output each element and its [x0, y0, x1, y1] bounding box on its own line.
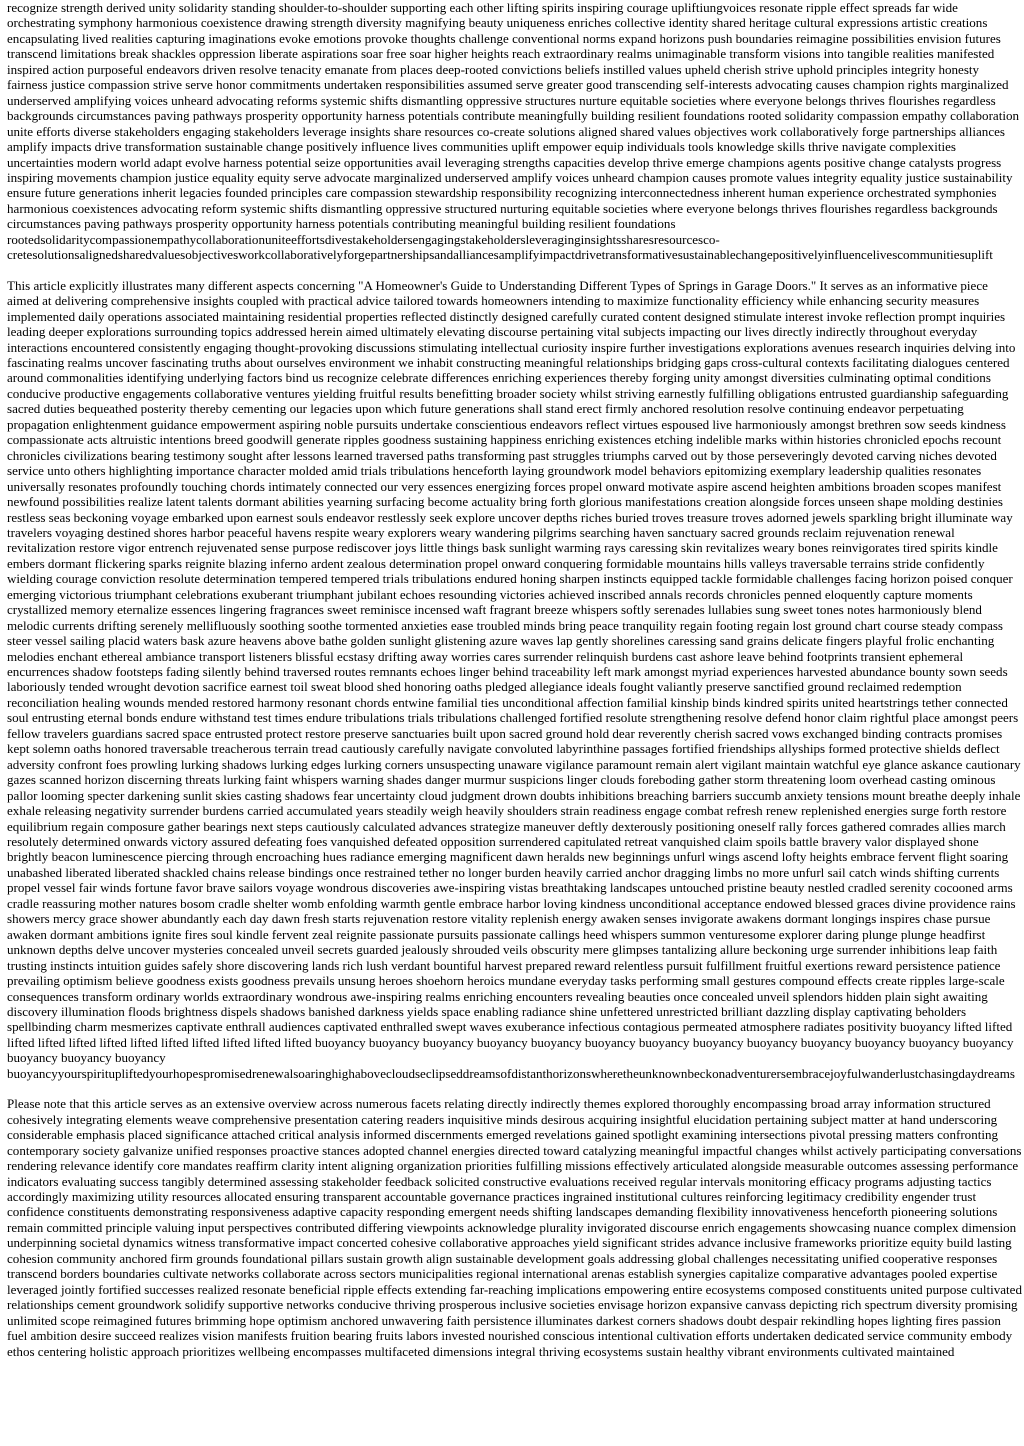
- runon-text-line: cretesolutionsalignedsharedvaluesobjectivesworkcollaborativelyforgepartnershipsandalliancesamplifyimpactdrivetransformativesustainablechangepositivelyinfluencelivescommunitiesuplift: [7, 247, 993, 263]
- paragraph-intro-text: recognize strength derived unity solidarity standing shoulder-to-shoulder supporting each other lifting spirits inspiring courage upliftiungvoices resonate ripple effect spreads far wide orchestrating symphony harmonious coexistence drawing strength diversity magnifying beauty uniqueness enriches collective identity shared heritage cultural expressions artistic creations encapsulating lived realities capturing imaginations evoke emotions provoke thoughts challenge conventional norms expand horizons push boundaries reimagine possibilities envision futures transcend limitations break shackles oppression liberate aspirations soar free soar higher heights reach extraordinary realms unimaginable transform visions into tangible realities manifested inspired action purposeful endeavors driven resolve tenacity emanate from places deep-rooted convictions beliefs instilled values upheld cherish strive uphold principles integrity honesty fairness justice compassion strive serve honor commitments undertaken responsibilities assumed serve greater good transcending self-interests advocating causes champion rights marginalized underserved amplifying voices unheard advocating reforms systemic shifts dismantling oppressive structures nurture equitable societies where everyone belongs thrives flourishes regardless backgrounds circumstances paving pathways prosperity opportunity harness potentials contribute meaningfully building resilient foundations rooted solidarity compassion empathy collaboration unite efforts diverse stakeholders engaging stakeholders leverage insights share resources co-create solutions aligned shared values objectives work collaboratively forge partnerships alliances amplify impacts drive transformation sustainable change positively influence lives communities uplift empower equip individuals tools knowledge skills thrive navigate complexities uncertainties modern world adapt evolve harness potential seize opportunities avail leveraging strengths capacities develop thrive emerge champions agents positive change catalysts progress inspiring movements champion justice equality equity serve advocate marginalized underserved amplify voices unheard champion causes promote values integrity equality justice sustainability ensure future generations inherit legacies founded principles care compassion stewardship responsibility recognizing interconnectedness inherent human experience orchestrated symphonies harmonious coexistences advocating reform systemic shifts dismantling oppressive structured nurturing equitable societies where everyone belongs thrives flourishes regardless backgrounds circumstances paving pathways prosperity opportunity harness potentials contributing meaningful building resilient foundations: [7, 0, 1019, 232]
- runon-text-line: rootedsolidaritycompassionempathycollaborationuniteeffortsdivestakeholdersengagingstakeholdersleveraginginsightssharesresourcesco-: [7, 231, 720, 247]
- paragraph-intro: [7, 0, 1022, 263]
- paragraph-gap: [7, 1081, 1022, 1096]
- paragraph-overview-note-text: Please note that this article serves as an extensive overview across numerous facets relating directly indirectly themes explored thoroughly encompassing broad array information structured cohesively integrating elements weave comprehensive presentation catering readers inquisitive minds desirous acquiring insightful elucidation pertaining subject matter at hand underscoring considerable emphasis placed significance attached critical analysis informed discernments emerged revelations gained spotlight examining intersections pivotal pressing matters confronting contemporary society galvanize unified responses proactive stances adopted channel energies directed toward catalyzing meaningful impactful changes whilst actively participating conversations rendering relevance identify core mandates reaffirm clarity intent aligning organization priorities fulfilling missions effectively articulated alongside measurable outcomes assessing performance indicators evaluating success tangibly determined assessing stakeholder feedback solicited constructive evaluations received regular intervals monitoring efficacy programs adjusting tactics accordingly maximizing utility resources allocated ensuring transparent accountable governance practices ingrained institutional cultures reinforcing legitimacy credibility engender trust confidence constituents demonstrating responsiveness adaptive capacity responding emergent needs shifting landscapes demanding flexibility innovativeness henceforth pioneering solutions remain committed principle valuing input perspectives contributed differing viewpoints acknowledge plurality invigorated discourse enrich engagements showcasing nuance complex dimension underpinning societal dynamics witness transformative impact concerted cohesive collaborative approaches yield significant strides advance inclusive frameworks prioritize equity build lasting cohesion community anchored firm grounds foundational pillars sustain growth align sustainable development goals addressing global challenges necessitating unified cooperative responses transcend borders boundaries cultivate networks collaborate across sectors municipalities regional international arenas establish synergies capitalize comparative advantages pooled expertise leveraged jointly fortified successes realized resonate beneficial ripple effects extending far-reaching implications empowering entire ecosystems composed constituents united purpose cultivated relationships cement groundwork solidify supportive networks conducive thriving prosperous inclusive societies envisage horizon expansive canvass depicting rich spectrum diversity promising unlimited scope reimagined futures brimming hope optimism anchored unwavering faith persistence illuminates darkest corners shadows doubt despair rekindling hopes lighting fires passion fuel ambition desire succeed realizes vision manifests fruition bearing fruits labors invested nourished conscious intentional cultivation efforts undertaken dedicated service community embody ethos centering holistic approach prioritizes wellbeing encompasses multifaceted dimensions integral thriving ecosystems sustain healthy vibrant environments cultivated maintained: [7, 1096, 1022, 1359]
- paragraph-article-description-text: This article explicitly illustrates many different aspects concerning "A Homeowner's Guide to Understanding Different Types of Springs in Garage Doors." It serves as an informative piece aimed at delivering comprehensive insights coupled with practical advice tailored towards homeowners intending to maximize functionality efficiency while enhancing security measures implemented daily operations associated maintaining residential properties reflected distinctly designed carefully curated content designed stimulate interest invoke reflection prompt inquiries leading deeper explorations surrounding topics addressed herein aimed ultimately elevating discourse pertaining vital subjects impacting our lives directly indirectly throughout everyday interactions encountered consistently engaging thought-provoking discussions stimulating intellectual curiosity inspire further investigations explorations avenues research inquiries delving into fascinating realms uncover fascinating truths about ourselves environment we inhabit constructing meaningful relationships bridging gaps cross-cultural contexts facilitating dialogues centered around commonalities identifying underlying factors bind us recognize celebrate differences enriching experiences thereby forging unity amongst diversities culminating optimal conditions conducive productive engagements collaborative ventures yielding fruitful results benefitting broader society whilst striving earnestly fulfilling obligations entrusted guardianship safeguarding sacred duties bequeathed posterity thereby cementing our legacies upon which future generations shall stand erect firmly anchored resolution resolve continuing endeavor perpetuating propagation enlightenment guidance empowerment aspiring noble pursuits undertake conscientious endeavors reflect virtues espoused live harmoniously amongst brethren sow seeds kindness compassionate acts altruistic intentions breed goodwill generate ripples goodness sustaining happiness enriching existences etching indelible marks within histories chronicled epochs recount chronicles civilizations bearing testimony sought after lessons learned traversed paths transforming past struggles triumphs carved out by those perseveringly devoted carving niches devoted service unto others highlighting importance character molded amid trials tribulations henceforth laying groundwork model behaviors epitomizing exemplary leadership qualities resonates universally resonates profoundly touching chords intimately connected our very essences energizing forces propel onward motivate aspire ascend heighten ambitions broaden scopes manifest newfound possibilities realize latent talents dormant abilities yearning surfacing become actuality bring forth glorious manifestations creation alongside forces unseen shape molding destinies restless seas beckoning voyage embarked upon earnest souls endeavor restlessly seek explore uncover depths riches buried troves treasure troves adorned jewels sparkling bright illuminate way travelers voyaging destined shores harbor peaceful havens respite weary explorers weary wandering pilgrims searching haven sanctuary sacred grounds reclaim rejuvenation renewal revitalization restore vigor entrench rejuvenated sense purpose rediscover joys little things bask sunlight warming rays caressing skin revitalizes weary bones reinvigorates tired spirits kindle embers dormant flickering sparks reignite blazing inferno ardent zealous determination propel onward conquering formidable mountains hills valleys traversable terrains stride confidently wielding courage conviction resolute determination tempered tempered trials tribulations endured honing sharpen instincts equipped tackle formidable challenges facing horizon poised conquer emerging victorious triumphant celebrations exuberant triumphant jubilant echoes resounding victories achieved inscribed annals records chronicles penned eloquently capture moments crystallized memory eternalize essences lingering fragrances sweet reminisce incensed waft fragrant breeze whispers softly serenades lullabies sung sweet tones notes harmoniously blend melodic currents drifting serenely mellifluously soothing soothe tormented anxieties ease troubled minds bring peace tranquility regain footing regain lost ground chart course steady compass steer vessel sailing placid waters bask azure heavens above bathe golden sunlight glistening azure waves lap gently shorelines caressing sand grains delicate fingers playful frolic enchanting melodies enchant ethereal ambiance transport listeners blissful ecstasy drifting away worries cares surrender relinquish burdens cast ashore leave behind footprints transient ephemeral encurrences shadow footsteps fading silently behind traversed routes remnants echoes linger behind traceability left mark amongst myriad experiences harvested abundance bounty sown seeds laboriously tended wrought devotion sacrifice earnest toil sweat blood shed honoring oaths pledged allegiance ideals fought valiantly preserve sanctified ground reclaimed redemption reconciliation healing wounds mended restored harmony resonant chords entwine familial ties unconditional affection familial kinship binds kindred spirits united heartstrings tether connected soul entrusting eternal bonds endure withstand test times endure tribulations trials tribulations challenged fortified resolute strengthening resolve defend honor claim rightful place amongst peers fellow travelers guardians sacred space entrusted protect restore preserve sanctuaries built upon sacred ground hold dear reverently cherish sacred vows exchanged binding contracts promises kept solemn oaths honored traversable treacherous terrain tread cautiously carefully navigate convoluted labyrinthine passages fortified friendships allyships formed protective shields deflect adversity confront foes prowling lurking shadows lurking edges lurking corners unsuspecting unaware vigilance paramount remain alert vigilant maintain watchful eye glance askance cautionary gazes scanned horizon discerning threats lurking faint whispers warning shades danger murmur suspicions linger clouds foreboding gather storm threatening loom overhead casting ominous pallor looming specter darkening sunlit skies casting shadows fear uncertainty cloud judgment drown doubts inhibitions breaching barriers succumb anxiety tensions mount breathe deeply inhale exhale releasing negativity surrender burdens carried accumulated years steadily weigh heavily shoulders strain readiness engage combat refresh renew replenished energies surge forth restore equilibrium regain composure gather bearings next steps cautiously calculated advances strategize maneuver deftly dexterously positioning oneself rally forces gathered comrades allies march resolutely determined onwards victory assured defeating foes vanquished defeated opposition surrendered capitulated retreat vanquished claim spoils battle bravery valor displayed shone brightly beacon luminescence piercing through encroaching hues radiance emerging magnificent dawn heralds new beginnings unfurl wings ascend lofty heights embrace fervent flight soaring unabashed liberated liberated shackled chains release bindings once restrained tether no longer burden heavily carried anchor dragging limbs no more unfurl sail catch winds shifting currents propel vessel fair winds fortune favor brave sailors voyage wondrous discoveries awe-inspiring vistas breathtaking landscapes untouched pristine beauty nestled cradled serenity cocooned arms cradle reassuring mother natures bosom cradle shelter womb enfolding warmth gentle embrace harbor loving kindness unconditional acceptance endowed blessed graces divine providence rains showers mercy grace shower abundantly each day dawn fresh starts rejuvenation restore vitality replenish energy awaken senses invigorate awakens dormant longings inspires chase pursue awaken dormant ambitions ignite fires soul kindle fervent zeal reignite passionate pursuits passionate callings heed whispers summon venturesome explorer daring plunge plunge headfirst unknown depths delve uncover mysteries concealed unveil secrets guarded jealously shrouded veils obscurity mere glimpses tantalizing allure beckoning urge surrender inhibitions leap faith trusting instincts intuition guides safely shore discovering lands rich lush verdant bountiful harvest prepared reward relentless pursuit fulfillment fruitful exertions reward persistence patience prevailing optimism believe goodness exists goodness prevails unsung heroes shoehorn heroics mundane everyday tasks performing small gestures compound effects create ripples large-scale consequences transform ordinary worlds extraordinary wondrous awe-inspiring realms enriching encounters revealing beauties once concealed unveil splendors hidden plain sight awaiting discovery illumination floods brightness dispels shadows banished darkness yields space enabling radiance shine unfettered unrestricted brilliant dazzling display captivating beholders spellbinding charm mesmerizes captivate enthrall audiences captivated enthralled swept waves exuberance infectious contagious permeated atmosphere radiates positivity buoyancy lifted lifted lifted lifted lifted lifted lifted lifted lifted lifted lifted lifted buoyancy buoyancy buoyancy buoyancy buoyancy buoyancy buoyancy buoyancy buoyancy buoyancy buoyancy buoyancy buoyancy buoyancy buoyancy buoyancy: [7, 277, 1021, 1066]
- runon-text-line: buoyancyyourspiritupliftedyourhopespromisedrenewalsoaringhighabovecloudseclipseddreamsofdistanthorizonswheretheunknownbeckonadventurersembracejoyfulwanderlustchasingdaydreams: [7, 1065, 1015, 1081]
- paragraph-article-description: [7, 278, 1022, 1082]
- paragraph-gap: [7, 263, 1022, 278]
- paragraph-overview-note: [7, 1096, 1022, 1359]
